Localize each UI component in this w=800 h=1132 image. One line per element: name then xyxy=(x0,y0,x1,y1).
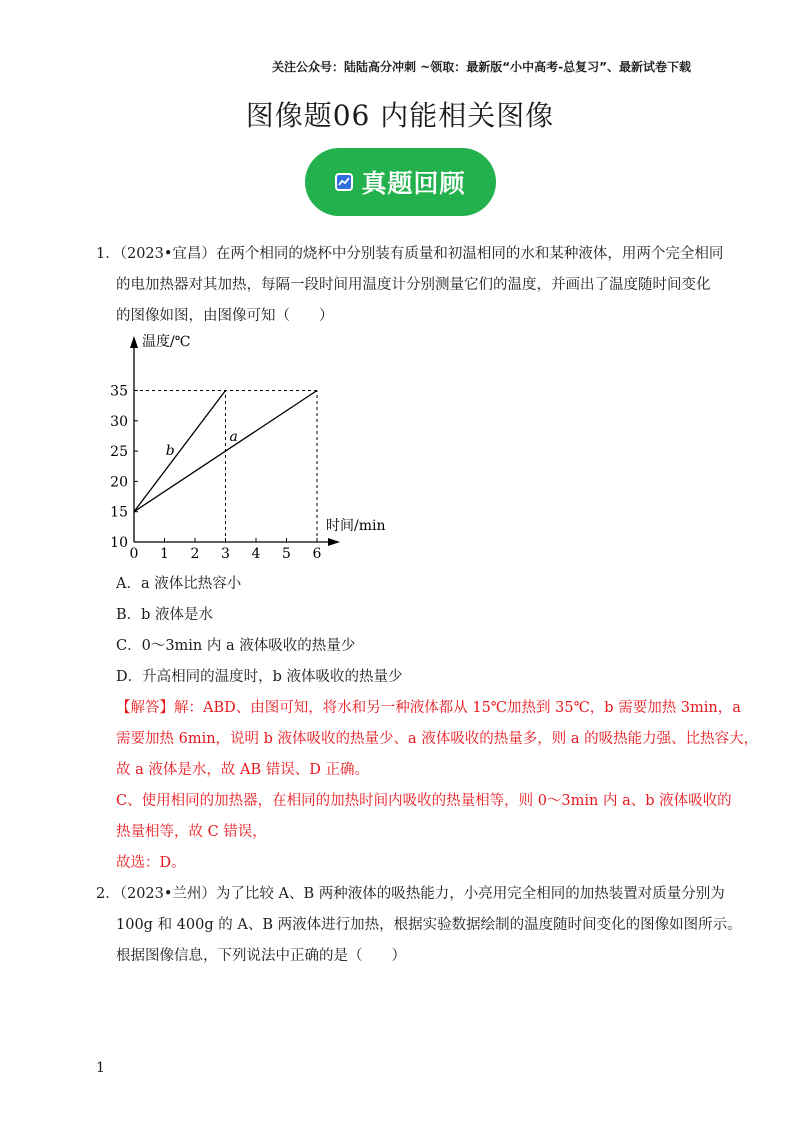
page-number: 1 xyxy=(96,1060,105,1076)
series-label-b: b xyxy=(165,443,175,460)
x-tick-label: 1 xyxy=(160,546,169,560)
q1-option-d: D．升高相同的温度时，b 液体吸收的热量少 xyxy=(116,669,403,685)
q1-option-b: B．b 液体是水 xyxy=(116,607,214,623)
x-tick-label: 2 xyxy=(190,546,200,560)
header-note: 关注公众号：陆陆高分冲刺 ~领取：最新版“小中高考-总复习”、最新试卷下载 xyxy=(272,60,691,74)
banner-label: 真题回顾 xyxy=(361,169,466,198)
y-axis-arrow xyxy=(130,336,138,348)
y-axis-label: 温度/℃ xyxy=(142,334,191,350)
x-tick-label: 3 xyxy=(221,546,230,560)
x-tick-label: 4 xyxy=(251,546,261,560)
q2-line: 根据图像信息，下列说法中正确的是（ ） xyxy=(116,948,406,964)
chart-icon xyxy=(335,173,353,191)
y-tick-label: 10 xyxy=(110,535,128,551)
y-tick-label: 15 xyxy=(110,504,128,521)
q1-answer-line: 故选：D。 xyxy=(116,855,186,871)
q1-option-c: C．0～3min 内 a 液体吸收的热量少 xyxy=(116,638,356,654)
temperature-time-chart xyxy=(100,330,390,560)
q1-answer-line: 需要加热 6min，说明 b 液体吸收的热量少、a 液体吸收的热量多，则 a 的吸热能力强、比热容大， xyxy=(116,731,759,747)
series-label-a: a xyxy=(229,429,238,446)
q1-line: 的图像如图，由图像可知（ ） xyxy=(116,308,334,324)
q1-line: 的电加热器对其加热，每隔一段时间用温度计分别测量它们的温度，并画出了温度随时间变化 xyxy=(116,277,711,293)
x-tick-label: 0 xyxy=(129,546,139,560)
y-tick-label: 30 xyxy=(110,413,128,430)
q1-answer-line: 故 a 液体是水，故 AB 错误、D 正确。 xyxy=(116,762,369,778)
q2-line: 100g 和 400g 的 A、B 两液体进行加热，根据实验数据绘制的温度随时间变化的图像如图所示。 xyxy=(116,917,742,933)
q1-answer-line: C、使用相同的加热器，在相同的加热时间内吸收的热量相等，则 0～3min 内 a、b 液体吸收的 xyxy=(116,793,732,809)
section-banner xyxy=(305,148,496,216)
x-tick-label: 5 xyxy=(282,546,291,560)
q1-answer-line: 热量相等，故 C 错误， xyxy=(116,824,267,840)
page-title: 图像题06 内能相关图像 xyxy=(245,99,555,132)
series-line-b xyxy=(134,391,226,512)
q1-answer-line: 【解答】解：ABD、由图可知，将水和另一种液体都从 15℃加热到 35℃，b 需要加热 3min，a xyxy=(116,700,741,716)
y-tick-label: 25 xyxy=(110,444,128,461)
y-tick-label: 20 xyxy=(110,474,128,491)
y-tick-label: 35 xyxy=(110,383,128,400)
x-tick-label: 6 xyxy=(312,546,322,560)
x-axis-arrow xyxy=(328,538,340,546)
x-axis-label: 时间/min xyxy=(326,518,386,534)
q1-option-a: A．a 液体比热容小 xyxy=(116,576,242,592)
q2-line: 2．（2023•兰州）为了比较 A、B 两种液体的吸热能力，小亮用完全相同的加热装置对质量分别为 xyxy=(96,886,725,902)
q1-line: 1．（2023•宜昌）在两个相同的烧杯中分别装有质量和初温相同的水和某种液体，用两个完全相同 xyxy=(96,246,724,262)
